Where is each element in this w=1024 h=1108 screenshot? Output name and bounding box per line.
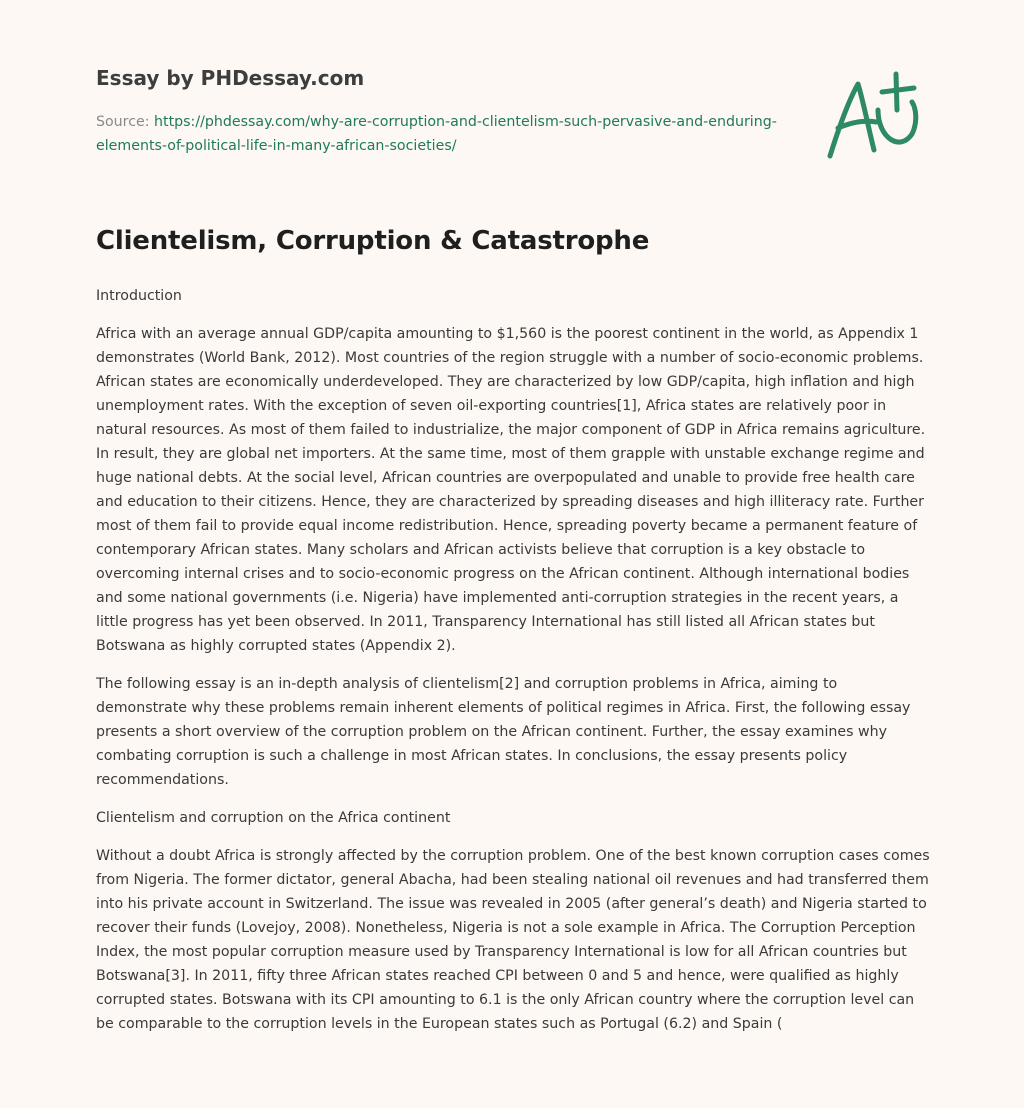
paragraph: Africa with an average annual GDP/capita amounting to $1,560 is the poorest continent in the world, as Appendix 1 demonstrates (World Bank, 2012). Most countries of the region struggle with a number of socio-economic problems. African states are economically underdeveloped. They are characterized by low GDP/capita, high inflation and high unemployment rates. With the exception of seven oil-exporting countries[1], Africa states are relatively poor in natural resources. As most of them failed to industrialize, the major component of GDP in Africa remains agriculture. In result, they are global net importers. At the same time, most of them grapple with unstable exchange regime and huge national debts. At the social level, African countries are overpopulated and unable to provide free health care and education to their citizens. Hence, they are characterized by spreading diseases and high illiteracy rate. Further most of them fail to provide equal income redistribution. Hence, spreading poverty became a permanent feature of contemporary African states. Many scholars and African activists believe that corruption is a key obstacle to overcoming internal crises and to socio-economic progress on the African continent. Although international bodies and some national governments (i.e. Nigeria) have implemented anti-corruption strategies in the recent years, a little progress has yet been observed. In 2011, Transparency International has still listed all African states but Botswana as highly corrupted states (Appendix 2). bbox=[96, 326, 926, 654]
essay-body bbox=[96, 284, 932, 1050]
paragraph: The following essay is an in-depth analysis of clientelism[2] and corruption problems in Africa, aiming to demonstrate why these problems remain inherent elements of political regimes in Africa. First, the following essay presents a short overview of the corruption problem on the African continent. Further, the essay examines why combating corruption is such a challenge in most African states. In conclusions, the essay presents policy recommendations. bbox=[96, 676, 911, 788]
source-label: Source: bbox=[96, 114, 155, 130]
a-plus-grade-icon bbox=[818, 66, 930, 166]
paragraph: Without a doubt Africa is strongly affected by the corruption problem. One of the best known corruption cases comes from Nigeria. The former dictator, general Abacha, had been stealing national oil revenues and had transferred them into his private account in Switzerland. The issue was revealed in 2005 (after general’s death) and Nigeria started to recover their funds (Lovejoy, 2008). Nonetheless, Nigeria is not a sole example in Africa. The Corruption Perception Index, the most popular corruption measure used by Transparency International is low for all African countries but Botswana[3]. In 2011, fifty three African states reached CPI between 0 and 5 and hence, were qualified as highly corrupted states. Botswana with its CPI amounting to 6.1 is the only African country where the corruption level can be comparable to the corruption levels in the European states such as Portugal (6.2) and Spain ( bbox=[96, 848, 930, 1032]
source-link[interactable]: https://phdessay.com/why-are-corruption-and-clientelism-such-pervasive-and-enduring-elements-of-political-life-in-many-african-societies/ bbox=[96, 114, 777, 154]
site-brand: Essay by PHDessay.com bbox=[96, 66, 365, 90]
section-heading-clientelism: Clientelism and corruption on the Africa continent bbox=[96, 810, 451, 826]
source-line bbox=[96, 110, 786, 158]
section-heading-introduction: Introduction bbox=[96, 288, 182, 304]
essay-title: Clientelism, Corruption & Catastrophe bbox=[96, 226, 650, 256]
